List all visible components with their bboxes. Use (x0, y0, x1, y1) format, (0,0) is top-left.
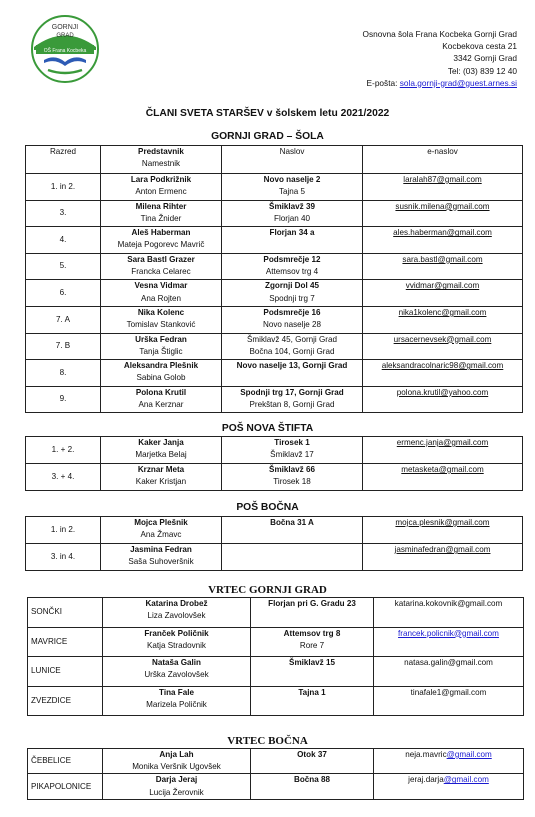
email-link[interactable]: katarina.kokovnik@gmail.com (394, 599, 503, 608)
table-gornji-grad-sola (25, 145, 523, 413)
row-email-cell (363, 227, 523, 254)
deputy-name: Marjetka Belaj (135, 450, 187, 460)
representative-name: Tina Fale (159, 687, 194, 697)
header-razred: Razred (26, 146, 101, 174)
row-class-cell: 9. (26, 386, 101, 413)
address-line-4: Tel: (03) 839 12 40 (447, 65, 517, 76)
address-line-primary: Florjan pri G. Gradu 23 (268, 599, 356, 608)
table-row (26, 227, 523, 254)
logo-banner-text: OŠ Frana Kocbeka (43, 48, 87, 54)
address-line-secondary: Attemsov trg 4 (265, 266, 319, 276)
address-line-3: 3342 Gornji Grad (453, 53, 517, 64)
email-link[interactable]: ales.haberman@gmail.com (393, 228, 492, 238)
table-row (26, 174, 523, 201)
representative-name: Lara Podkrižnik (130, 175, 192, 184)
table-row (26, 464, 523, 491)
row-representative-cell (103, 774, 251, 799)
deputy-name: Monika Veršnik Ugovšek (132, 762, 221, 772)
school-email-link[interactable]: sola.gornji-grad@guest.arnes.si (399, 77, 517, 88)
row-email-cell (374, 657, 524, 687)
address-line-secondary: Prekštan 8, Gornji Grad (249, 399, 335, 409)
representative-name: Vesna Vidmar (134, 281, 188, 291)
address-line-secondary: Spodnji trg 7 (269, 293, 315, 303)
representative-name: Aleksandra Plešnik (123, 361, 199, 371)
deputy-name: Ana Rojten (140, 293, 182, 303)
email-link[interactable] (374, 749, 523, 761)
address-line-secondary: Bočna 104, Gornji Grad (249, 346, 335, 356)
email-link[interactable]: sara.bastl@gmail.com (402, 254, 483, 264)
row-email-cell (374, 774, 524, 799)
row-class-cell: 7. A (26, 306, 101, 333)
representative-name: Krznar Meta (137, 465, 185, 474)
row-address-cell (222, 253, 363, 280)
address-line-primary: Attemsov trg 8 (283, 628, 341, 638)
table-pos-nova-stifta (25, 436, 523, 491)
representative-name: Darja Jeraj (155, 775, 198, 785)
row-email-cell (363, 464, 523, 491)
address-line-2: Kocbekova cesta 21 (442, 41, 517, 52)
section-title-vrtec-bocna: VRTEC BOČNA (227, 735, 308, 747)
row-email-cell (374, 749, 524, 774)
row-address-cell (222, 386, 363, 413)
row-class-cell: SONČKI (28, 598, 103, 628)
row-class-cell: 7. B (26, 333, 101, 360)
row-representative-cell (103, 657, 251, 687)
row-address-cell (222, 306, 363, 333)
row-address-cell (222, 174, 363, 201)
row-email-cell (363, 280, 523, 307)
table-pos-bocna (25, 516, 523, 571)
email-user: jeraj.darja (408, 775, 444, 785)
row-class-cell: 3. in 4. (26, 544, 101, 571)
address-email-line (363, 77, 518, 89)
address-line-primary: Zgornji Dol 45 (265, 281, 319, 291)
address-line-primary: Tirosek 1 (274, 438, 310, 447)
row-address-cell (222, 360, 363, 387)
address-line-primary: Novo naselje 13, Gornji Grad (236, 361, 348, 371)
row-email-cell (363, 437, 523, 464)
address-line-secondary: Tirosek 18 (273, 477, 311, 487)
address-line-primary: Bočna 31 A (270, 518, 314, 527)
row-class-cell: MAVRICE (28, 627, 103, 657)
row-representative-cell (103, 598, 251, 628)
row-address-cell (251, 774, 374, 799)
table-row (26, 544, 523, 571)
row-class-cell: 3. (26, 200, 101, 227)
address-line-primary: Spodnji trg 17, Gornji Grad (240, 387, 344, 397)
address-line-secondary: Novo naselje 28 (262, 320, 322, 330)
row-class-cell: 8. (26, 360, 101, 387)
table-row (28, 598, 524, 628)
header-email: e-naslov (363, 146, 523, 174)
address-line-primary: Podsmrečje 16 (263, 307, 321, 317)
row-email-cell (363, 253, 523, 280)
row-class-cell: 4. (26, 227, 101, 254)
representative-name: Mojca Plešnik (134, 518, 188, 527)
row-representative-cell (101, 360, 222, 387)
section-title-pos-nova-stifta: POŠ NOVA ŠTIFTA (221, 423, 314, 434)
row-email-cell (363, 360, 523, 387)
row-representative-cell (101, 174, 222, 201)
deputy-name: Liza Zavolovšek (147, 611, 206, 621)
email-user: neja.mavric (405, 750, 447, 759)
address-line-primary: Šmiklavž 39 (269, 201, 315, 211)
representative-name: Urška Fedran (135, 334, 187, 344)
row-address-cell (251, 598, 374, 628)
table-row (28, 627, 524, 657)
row-representative-cell (103, 749, 251, 774)
row-address-cell (222, 464, 363, 491)
row-address-cell (251, 686, 374, 716)
row-email-cell (363, 544, 523, 571)
address-line-primary: Šmiklavž 66 (269, 465, 315, 474)
row-address-cell (251, 657, 374, 687)
representative-name: Franček Poličnik (144, 628, 209, 638)
address-line-secondary: Rore 7 (299, 640, 325, 650)
table-row (28, 774, 524, 799)
row-address-cell (222, 437, 363, 464)
row-address-cell (222, 333, 363, 360)
email-link[interactable]: aleksandracolnaric98@gmail.com (381, 361, 504, 371)
email-domain-link[interactable]: @gmail.com (443, 775, 489, 785)
header-naslov: Naslov (222, 146, 363, 174)
table-row (26, 333, 523, 360)
deputy-name: Tanja Štiglic (139, 346, 183, 356)
header-predstavnik-namestnik: Predstavnik Namestnik (101, 146, 222, 174)
email-link[interactable]: ursacernevsek@gmail.com (393, 334, 492, 344)
email-link[interactable]: susnik.milena@gmail.com (395, 201, 490, 211)
row-representative-cell (101, 386, 222, 413)
table-row (28, 686, 524, 716)
row-email-cell (374, 686, 524, 716)
section-title-gornji-grad-sola: GORNJI GRAD – ŠOLA (211, 131, 324, 142)
table-vrtec-gornji-grad (27, 597, 524, 716)
table-row (26, 306, 523, 333)
row-representative-cell (103, 627, 251, 657)
row-class-cell: 6. (26, 280, 101, 307)
table-row (28, 657, 524, 687)
email-link[interactable]: laralah87@gmail.com (403, 175, 482, 184)
row-representative-cell (101, 253, 222, 280)
row-email-cell (363, 517, 523, 544)
address-line-primary: Bočna 88 (294, 775, 330, 785)
school-logo (30, 14, 100, 84)
address-line-primary: Florjan 34 a (269, 228, 315, 238)
row-class-cell: LUNICE (28, 657, 103, 687)
row-representative-cell (101, 437, 222, 464)
email-link[interactable]: mojca.plesnik@gmail.com (395, 518, 490, 527)
representative-name: Katarina Drobež (145, 599, 208, 608)
table-row (26, 360, 523, 387)
address-line-primary: Šmiklavž 15 (289, 658, 335, 667)
email-link[interactable]: francek.policnik@gmail.com (398, 628, 499, 638)
address-line-primary: Tajna 1 (298, 687, 326, 697)
table-row (28, 749, 524, 774)
table-header-row (26, 146, 523, 174)
row-address-cell (222, 280, 363, 307)
email-domain-link[interactable]: @gmail.com (446, 750, 492, 759)
row-class-cell: 3. + 4. (26, 464, 101, 491)
address-line-primary: Novo naselje 2 (263, 175, 321, 184)
row-email-cell (363, 174, 523, 201)
school-address (363, 28, 518, 89)
row-address-cell (222, 544, 363, 571)
row-address-cell (251, 749, 374, 774)
email-link[interactable]: polona.krutil@yahoo.com (396, 387, 489, 397)
row-class-cell: ČEBELICE (28, 749, 103, 774)
representative-name: Sara Bastl Grazer (127, 254, 195, 264)
row-representative-cell (101, 280, 222, 307)
row-class-cell: 5. (26, 253, 101, 280)
email-link[interactable]: vvidmar@gmail.com (405, 281, 480, 291)
address-line-secondary: Tajna 5 (278, 187, 306, 197)
representative-name: Milena Rihter (135, 201, 187, 211)
deputy-name: Tina Žnider (140, 213, 182, 223)
table-row (26, 253, 523, 280)
deputy-name: Mateja Pogorevc Mavrič (117, 240, 205, 250)
row-email-cell (363, 200, 523, 227)
row-representative-cell (101, 306, 222, 333)
email-link[interactable]: natasa.galin@gmail.com (404, 658, 493, 667)
email-link[interactable]: nika1kolenc@gmail.com (398, 307, 487, 317)
deputy-name: Kaker Kristjan (135, 477, 187, 487)
table-row (26, 386, 523, 413)
row-email-cell (363, 333, 523, 360)
row-email-cell (374, 627, 524, 657)
section-title-pos-bocna: POŠ BOČNA (236, 502, 299, 513)
logo-text-2: GRAD (56, 33, 74, 39)
representative-name: Polona Krutil (135, 387, 187, 397)
row-representative-cell (101, 200, 222, 227)
deputy-name: Urška Zavolovšek (144, 670, 209, 680)
email-link[interactable]: tinafale1@gmail.com (410, 687, 487, 697)
deputy-name: Saša Suhoveršnik (128, 557, 194, 567)
address-line-secondary: Šmiklavž 17 (270, 450, 314, 460)
logo-text-1: GORNJI (51, 24, 79, 31)
row-address-cell (222, 227, 363, 254)
email-link[interactable] (374, 774, 523, 786)
table-row (26, 280, 523, 307)
email-link[interactable]: ermenc.janja@gmail.com (396, 438, 489, 447)
email-link[interactable]: metasketa@gmail.com (401, 465, 484, 474)
table-row (26, 200, 523, 227)
row-representative-cell (101, 544, 222, 571)
document-title: ČLANI SVETA STARŠEV v šolskem letu 2021/2022 (145, 108, 390, 119)
row-email-cell (374, 598, 524, 628)
row-class-cell: 1. in 2. (26, 517, 101, 544)
email-link[interactable]: jasminafedran@gmail.com (394, 545, 491, 554)
row-representative-cell (103, 686, 251, 716)
row-address-cell (222, 517, 363, 544)
address-line-secondary: Florjan 40 (274, 213, 310, 223)
representative-name: Anja Lah (159, 750, 194, 759)
representative-name: Nataša Galin (151, 658, 202, 667)
row-class-cell: 1. in 2. (26, 174, 101, 201)
representative-name: Jasmina Fedran (130, 545, 192, 554)
row-email-cell (363, 386, 523, 413)
representative-name: Kaker Janja (138, 438, 184, 447)
row-representative-cell (101, 464, 222, 491)
row-representative-cell (101, 227, 222, 254)
row-class-cell: ZVEZDICE (28, 686, 103, 716)
representative-name: Nika Kolenc (137, 307, 185, 317)
row-address-cell (222, 200, 363, 227)
address-line-primary: Šmiklavž 45, Gornji Grad (247, 334, 337, 344)
row-class-cell: 1. + 2. (26, 437, 101, 464)
deputy-name: Marizela Poličnik (146, 699, 207, 709)
deputy-name: Lucija Žerovnik (149, 787, 204, 797)
address-line-primary: Podsmrečje 12 (263, 254, 321, 264)
row-email-cell (363, 306, 523, 333)
email-label: E-pošta: (366, 77, 400, 88)
representative-name: Aleš Haberman (131, 228, 191, 238)
deputy-name: Ana Žmavc (140, 530, 182, 540)
table-row (26, 437, 523, 464)
deputy-name: Anton Ermenc (135, 187, 187, 197)
deputy-name: Sabina Golob (136, 373, 186, 383)
table-vrtec-bocna (27, 748, 524, 800)
row-representative-cell (101, 517, 222, 544)
deputy-name: Katja Stradovnik (147, 640, 206, 650)
address-line-1: Osnovna šola Frana Kocbeka Gornji Grad (362, 29, 517, 39)
row-address-cell (251, 627, 374, 657)
row-class-cell: PIKAPOLONICE (28, 774, 103, 799)
deputy-name: Tomislav Stanković (126, 320, 196, 330)
row-representative-cell (101, 333, 222, 360)
deputy-name: Francka Celarec (131, 266, 191, 276)
address-line-primary: Otok 37 (297, 750, 327, 759)
table-row (26, 517, 523, 544)
deputy-name: Ana Kerznar (138, 399, 184, 409)
section-title-vrtec-gornji-grad: VRTEC GORNJI GRAD (208, 584, 327, 596)
